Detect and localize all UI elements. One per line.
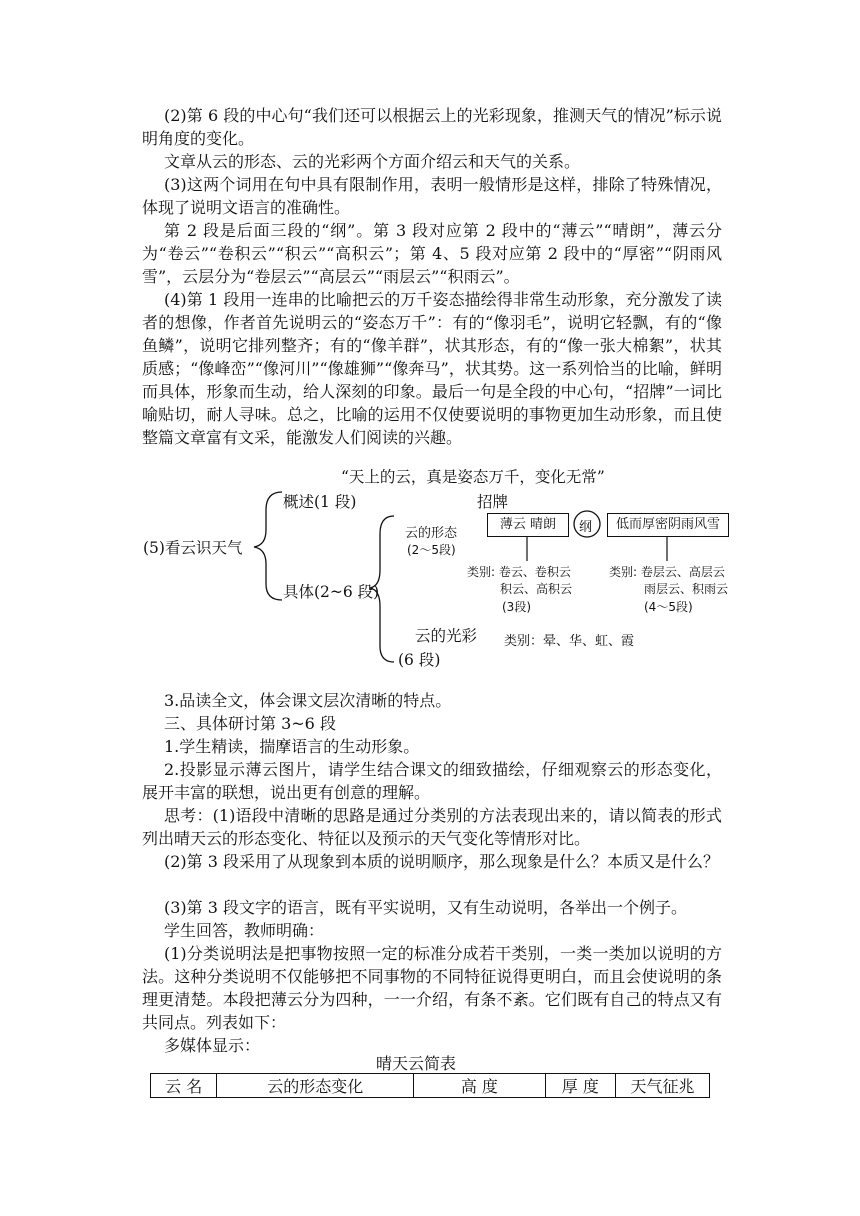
diagram-quote: “天上的云，真是姿态万千，变化无常” xyxy=(341,468,605,486)
paragraph: 文章从云的形态、云的光彩两个方面介绍云和天气的关系。 xyxy=(164,152,581,171)
table-header-row xyxy=(151,1074,710,1098)
paragraph: 2.投影显示薄云图片，请学生结合课文的细致描绘，仔细观察云的形态变化，展开丰富的联想，说出更有创意的理解。 xyxy=(142,760,722,802)
paragraph: (1)分类说明法是把事物按照一定的标准分成若干类别，一类一类加以说明的方法。这种分类说明不仅能够把不同事物的不同特征说得更明白，而且会使说明的条理更清楚。本段把薄云分为四种，一一介绍，有条不紊。它们既有自己的特点又有共同点。列表如下： xyxy=(142,944,722,1032)
table-title: 晴天云简表 xyxy=(376,1054,457,1073)
diagram-zhaopai: 招牌 xyxy=(477,493,509,511)
diagram-cat-right: 雨层云、积雨云 xyxy=(644,582,729,596)
diagram-gang: 纲 xyxy=(579,520,593,535)
diagram-xingtai: 云的形态 xyxy=(405,526,458,541)
box-thin-clear: 薄云 晴朗 xyxy=(487,513,569,537)
diagram-guangcai-range: (6 段) xyxy=(398,651,441,669)
table-header-cell: 天气征兆 xyxy=(615,1074,709,1098)
table-header-cell: 厚 度 xyxy=(545,1074,615,1098)
box-thick-rain: 低而厚密阴雨风雪 xyxy=(607,513,729,537)
section-heading: 三、具体研讨第 3~6 段 xyxy=(164,714,336,733)
diagram-root: (5)看云识天气 xyxy=(143,539,243,557)
table-header-cell: 云的形态变化 xyxy=(217,1074,414,1098)
paragraph: 第 2 段是后面三段的“纲”。第 3 段对应第 2 段中的“薄云”“晴朗”，薄云分为“卷云”“卷积云”“积云”“高积云”；第 4、5 段对应第 2 段中的“厚密”“阴雨风雪”，云层分为“卷层云”“高层云”“雨层云”“积雨云”。 xyxy=(142,221,722,286)
diagram-cat-left: (3段) xyxy=(502,600,531,614)
paragraph: 思考：(1)语段中清晰的思路是通过分类别的方法表现出来的，请以简表的形式列出晴天云的形态变化、特征以及预示的天气变化等情形对比。 xyxy=(142,806,722,848)
paragraph: 学生回答，教师明确： xyxy=(164,921,325,940)
diagram-cat-left: 积云、高积云 xyxy=(500,582,573,596)
paragraph: (3)这两个词用在句中具有限制作用，表明一般情形是这样，排除了特殊情况，体现了说明文语言的准确性。 xyxy=(142,175,722,217)
diagram-juti: 具体(2~6 段) xyxy=(283,583,380,601)
paragraph: (2)第 3 段采用了从现象到本质的说明顺序，那么现象是什么？本质又是什么？ xyxy=(164,852,720,871)
paragraph: 3.品读全文，体会课文层次清晰的特点。 xyxy=(164,691,452,710)
diagram-cat-right: 类别: 卷层云、高层云 xyxy=(609,565,725,579)
paragraph: (2)第 6 段的中心句“我们还可以根据云上的光彩现象，推测天气的情况”标示说明角度的变化。 xyxy=(142,106,722,148)
diagram-guangcai: 云的光彩 xyxy=(415,627,478,645)
paragraph: 1.学生精读，揣摩语言的生动形象。 xyxy=(164,737,420,756)
paragraph: (3)第 3 段文字的语言，既有平实说明，又有生动说明，各举出一个例子。 xyxy=(164,898,688,917)
diagram-cat-right: (4～5段) xyxy=(644,600,693,614)
table-header-cell: 云 名 xyxy=(151,1074,217,1098)
paragraph: (4)第 1 段用一连串的比喻把云的万千姿态描绘得非常生动形象，充分激发了读者的想像，作者首先说明云的“姿态万千”：有的“像羽毛”，说明它轻飘，有的“像鱼鳞”，说明它排列整齐；有的“像羊群”，状其形态，有的“像一张大棉絮”，状其质感；“像峰峦”“像河川”“像雄狮”“像奔马”，状其势。这一系列恰当的比喻，鲜明而具体，形象而生动，给人深刻的印象。最后一句是全段的中心句，“招牌”一词比喻贴切，耐人寻味。总之，比喻的运用不仅使要说明的事物更加生动形象，而且使整篇文章富有文采，能激发人们阅读的兴趣。 xyxy=(142,290,722,447)
table-header-cell: 高 度 xyxy=(414,1074,546,1098)
diagram-gaishu: 概述(1 段) xyxy=(283,493,357,511)
paragraph: 多媒体显示： xyxy=(164,1036,261,1055)
diagram-cat-left: 类别: 卷云、卷积云 xyxy=(467,565,571,579)
diagram-xingtai-range: (2～5段) xyxy=(407,543,456,557)
cloud-table xyxy=(150,1073,710,1098)
diagram-guangcai-cat: 类别：晕、华、虹、霞 xyxy=(504,634,635,649)
